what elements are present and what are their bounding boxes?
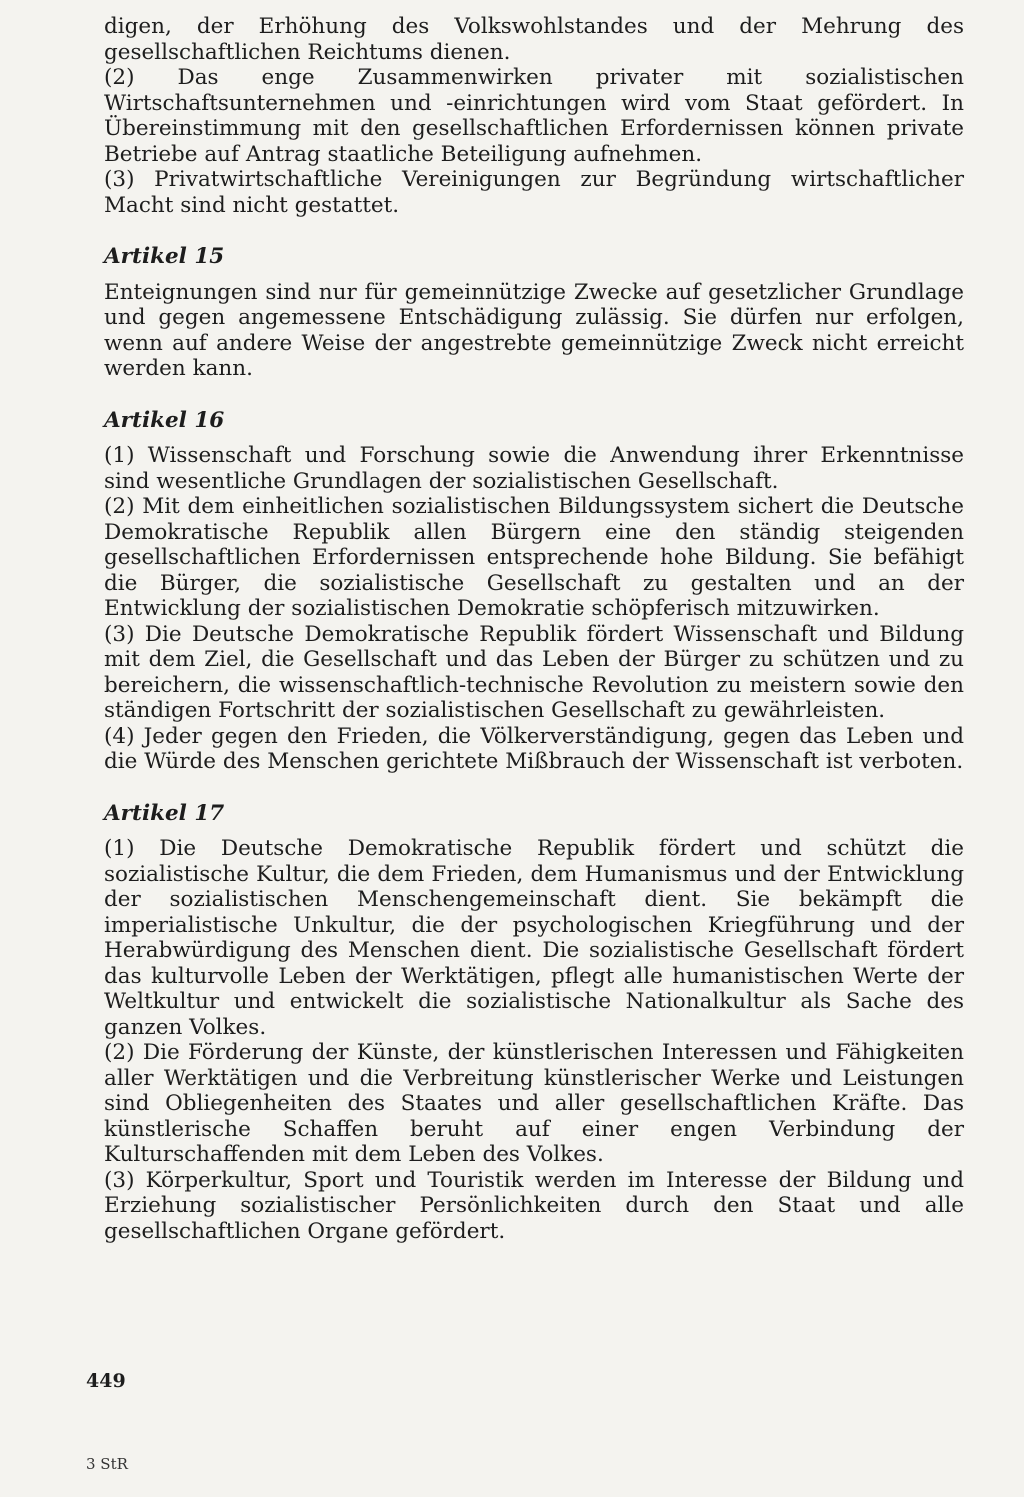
intro-paragraph: digen, der Erhöhung des Volkswohlstandes und der Mehrung des gesellschaftlichen Reichtums dienen. [104, 14, 964, 65]
article-paragraph: (3) Die Deutsche Demokratische Republik fördert Wissenschaft und Bildung mit dem Ziel, die Gesellschaft und das Leben der Bürger zu schützen und zu bereichern, die wissenschaftlich-technische Revolution zu meistern sowie den ständigen Fortschritt der sozialistischen Gesellschaft zu gewährleisten. [104, 621, 964, 723]
intro-paragraph: (2) Das enge Zusammenwirken privater mit sozialistischen Wirtschaftsunternehmen und -einrichtungen wird vom Staat gefördert. In Übereinstimmung mit den gesellschaftlichen Erfordernissen können private Betriebe auf Antrag staatliche Beteiligung aufnehmen. [104, 65, 964, 167]
intro-paragraph: (3) Privatwirtschaftliche Vereinigungen zur Begründung wirtschaftlicher Macht sind nicht gestattet. [104, 167, 964, 218]
article-title: Artikel 17 [104, 800, 225, 826]
article-paragraph: (1) Die Deutsche Demokratische Republik fördert und schützt die sozialistische Kultur, die dem Frieden, dem Humanismus und der Entwicklung der sozialistischen Menschengemeinschaft dient. Sie bekämpft die imperialistische Unkultur, die der psychologischen Kriegführung und der Herabwürdigung des Menschen dient. Die sozialistische Gesellschaft fördert das kulturvolle Leben der Werktätigen, pflegt alle humanistischen Werte der Weltkultur und entwickelt die sozialistische Nationalkultur als Sache des ganzen Volkes. [104, 836, 964, 1040]
intro-section [104, 14, 964, 218]
document-page [104, 14, 964, 1244]
article-paragraph: (2) Mit dem einheitlichen sozialistischen Bildungssystem sichert die Deutsche Demokratische Republik allen Bürgern eine den ständig steigenden gesellschaftlichen Erfordernissen entsprechende hohe Bildung. Sie befähigt die Bürger, die sozialistische Gesellschaft zu gestalten und an der Entwicklung der sozialistischen Demokratie schöpferisch mitzuwirken. [104, 494, 964, 621]
article-title: Artikel 15 [104, 244, 225, 269]
article-paragraph: (1) Wissenschaft und Forschung sowie die Anwendung ihrer Erkenntnisse sind wesentliche Grundlagen der sozialistischen Gesellschaft. [104, 443, 964, 494]
page-number: 449 [86, 1370, 126, 1392]
article-17 [104, 801, 964, 1245]
article-paragraph: Enteignungen sind nur für gemeinnützige Zwecke auf gesetzlicher Grundlage und gegen angemessene Entschädigung zulässig. Sie dürfen nur erfolgen, wenn auf andere Weise der angestrebte gemeinnützige Zweck nicht erreicht werden kann. [104, 279, 964, 381]
article-title: Artikel 16 [104, 407, 225, 433]
article-15 [104, 244, 964, 382]
article-16 [104, 408, 964, 775]
article-paragraph: (2) Die Förderung der Künste, der künstlerischen Interessen und Fähigkeiten aller Werktätigen und die Verbreitung künstlerischer Werke und Leistungen sind Obliegenheiten des Staates und aller gesellschaftlichen Kräfte. Das künstlerische Schaffen beruht auf einer engen Verbindung der Kulturschaffenden mit dem Leben des Volkes. [104, 1040, 964, 1167]
article-paragraph: (3) Körperkultur, Sport und Touristik werden im Interesse der Bildung und Erziehung sozialistischer Persönlichkeiten durch den Staat und alle gesellschaftlichen Organe gefördert. [104, 1167, 964, 1244]
signature-mark: 3 StR [86, 1455, 128, 1473]
article-paragraph: (4) Jeder gegen den Frieden, die Völkerverständigung, gegen das Leben und die Würde des Menschen gerichtete Mißbrauch der Wissenschaft ist verboten. [104, 723, 964, 774]
